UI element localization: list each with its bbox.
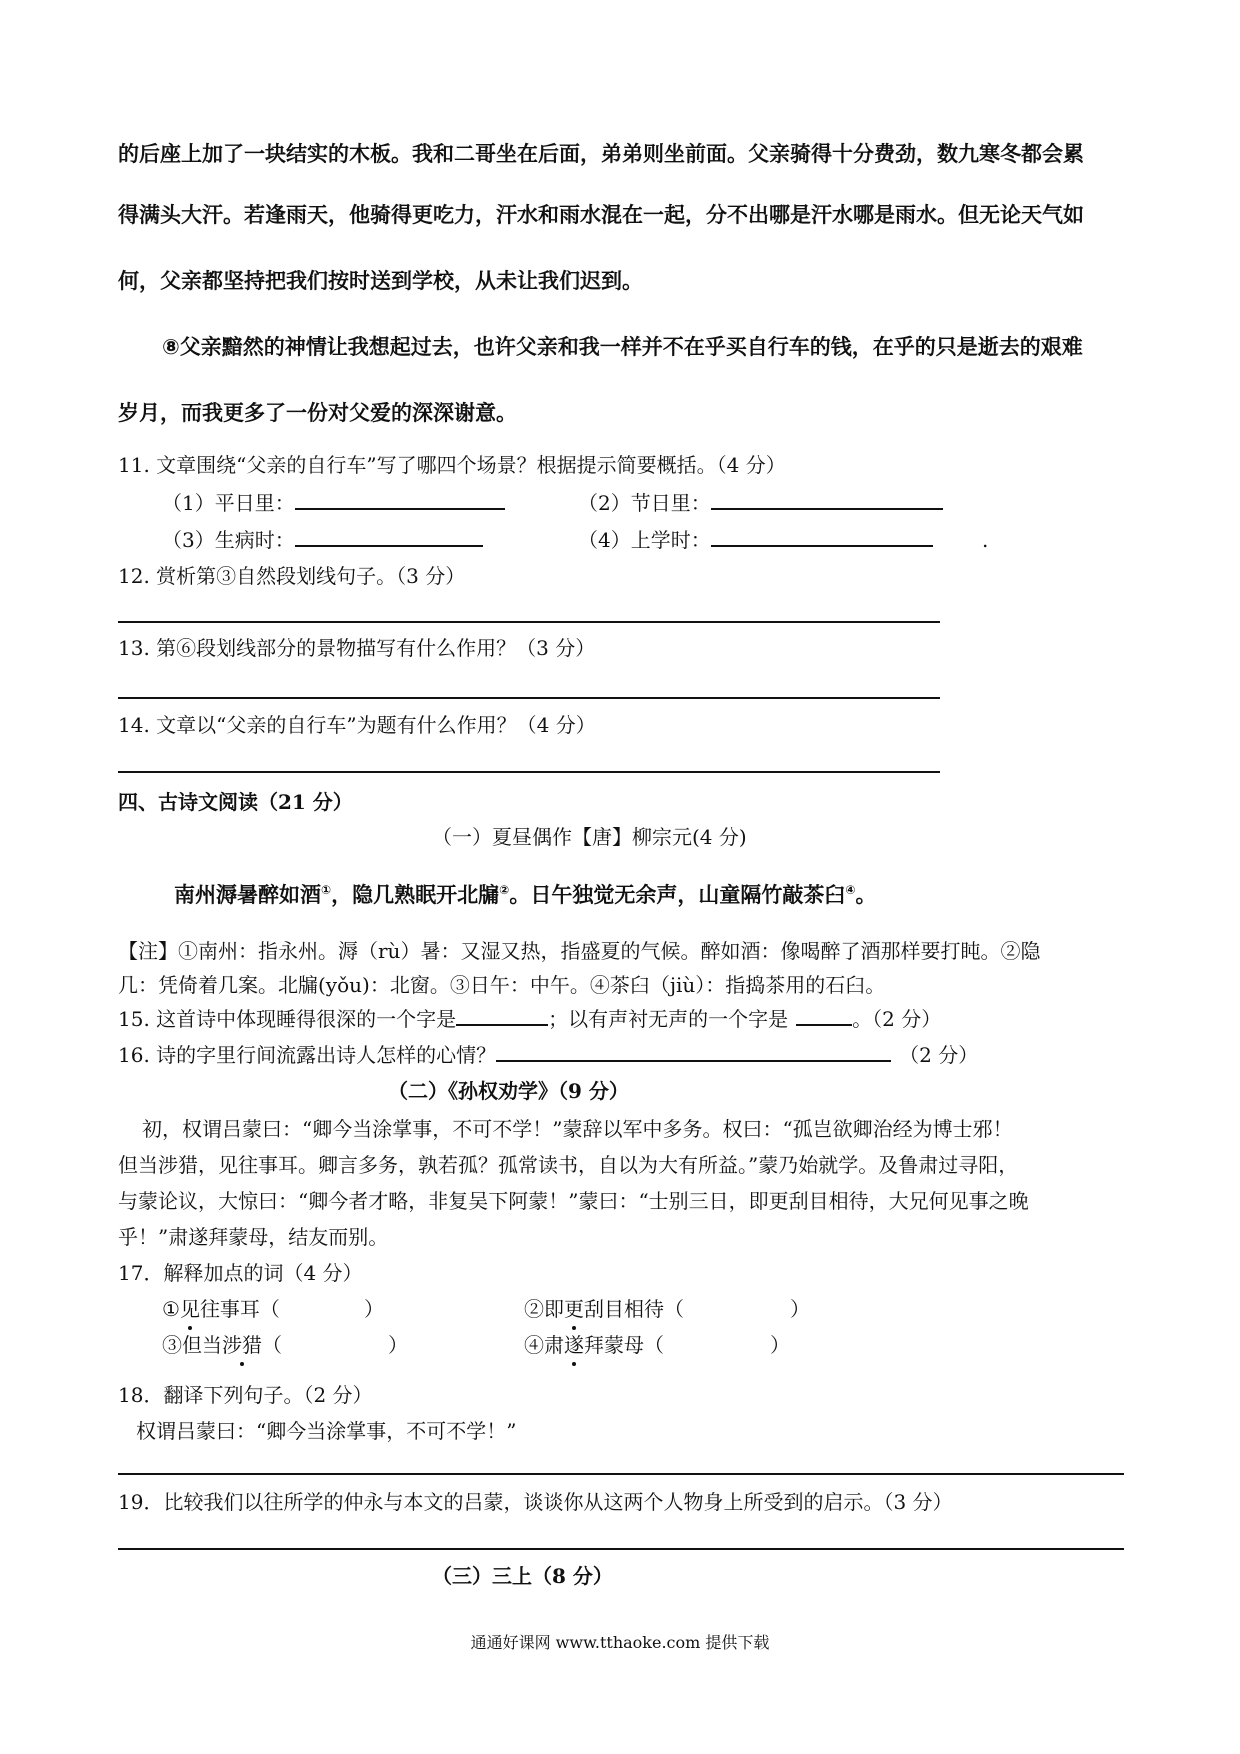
part-2-line-4: 乎！”肃遂拜蒙母，结友而别。 xyxy=(118,1225,389,1249)
passage-line-2: 得满头大汗。若逢雨天，他骑得更吃力，汗水和雨水混在一起，分不出哪是汗水哪是雨水。但无论天气如 xyxy=(118,203,1084,227)
notes-line-1: 【注】①南州：指永州。溽（rù）暑：又湿又热，指盛夏的气候。醉如酒：像喝醉了酒那样要打盹。②隐 xyxy=(118,939,1041,963)
item-4-label: （4）上学时： xyxy=(578,528,711,552)
answer-blank-1[interactable] xyxy=(295,488,505,510)
item-3-text: （ xyxy=(262,1333,282,1357)
question-19-stem: 19．比较我们以往所学的仲永与本文的吕蒙，谈谈你从这两个人物身上所受到的启示。（3 分） xyxy=(118,1490,953,1514)
part-2-line-1: 初，权谓吕蒙曰：“卿今当涂掌事，不可不学！”蒙辞以军中多务。权曰：“孤岂欲卿治经为博士邪！ xyxy=(142,1117,1013,1141)
item-3-label: （3）生病时： xyxy=(162,528,295,552)
question-18-sentence: 权谓吕蒙曰：“卿今当涂掌事，不可不学！” xyxy=(136,1419,517,1443)
dotted-word-1: 见 xyxy=(180,1294,200,1324)
dotted-word-4: 遂 xyxy=(564,1330,584,1360)
part-2-title: （二）《孙权劝学》（9 分） xyxy=(388,1079,629,1103)
question-12-stem: 12. 赏析第③自然段划线句子。（3 分） xyxy=(118,564,466,588)
item-1-label: （1）平日里： xyxy=(162,491,295,515)
stray-dot: . xyxy=(982,528,989,552)
answer-blank-3[interactable] xyxy=(295,525,483,547)
item-4-text: 拜蒙母（ xyxy=(584,1333,664,1357)
poem-text xyxy=(174,875,877,910)
passage-line-1: 的后座上加了一块结实的木板。我和二哥坐在后面，弟弟则坐前面。父亲骑得十分费劲，数九寒冬都会累 xyxy=(118,142,1084,166)
item-2-text: 刮目相待（ xyxy=(584,1297,684,1321)
question-17-item-1 xyxy=(162,1294,384,1324)
question-13-stem: 13. 第⑥段划线部分的景物描写有什么作用？（3 分） xyxy=(118,636,596,660)
item-4-prefix: ④肃 xyxy=(524,1333,564,1357)
answer-blank-4[interactable] xyxy=(711,525,933,547)
dotted-word-2: 更 xyxy=(564,1294,584,1324)
passage-line-3: 何，父亲都坚持把我们按时送到学校，从未让我们迟到。 xyxy=(118,269,643,293)
poem-part-b: ，隐几熟眠开北牖 xyxy=(331,883,500,907)
answer-line-13[interactable] xyxy=(118,697,940,699)
notes-line-2: 几：凭倚着几案。北牖(yǒu)：北窗。③日午：中午。④茶臼（jiù）：指捣茶用的石臼。 xyxy=(118,973,886,997)
question-15-part-b: ；以有声衬无声的一个字是 xyxy=(548,1007,789,1031)
item-3-close: ） xyxy=(388,1333,408,1357)
answer-line-18[interactable] xyxy=(118,1473,1124,1475)
item-2-prefix: ②即 xyxy=(524,1297,564,1321)
answer-line-19[interactable] xyxy=(118,1548,1124,1550)
question-15-part-a: 15. 这首诗中体现睡得很深的一个字是 xyxy=(118,1007,457,1031)
question-16 xyxy=(118,1040,978,1070)
note-mark-2: ② xyxy=(499,883,510,897)
poem-part-a: 南州溽暑醉如酒 xyxy=(174,883,321,907)
passage-line-4: ⑧父亲黯然的神情让我想起过去，也许父亲和我一样并不在乎买自行车的钱，在乎的只是逝去的艰难 xyxy=(162,335,1083,359)
answer-blank-15a[interactable] xyxy=(456,1004,548,1026)
answer-blank-16[interactable] xyxy=(496,1040,891,1062)
question-17-item-4 xyxy=(524,1330,790,1360)
question-17-item-2 xyxy=(524,1294,810,1324)
answer-blank-15b[interactable] xyxy=(796,1004,852,1026)
part-3-title: （三）三上（8 分） xyxy=(432,1564,613,1588)
question-16-part-b: （2 分） xyxy=(899,1043,979,1067)
answer-line-12[interactable] xyxy=(118,621,940,623)
question-11-item-1 xyxy=(162,488,505,518)
question-16-part-a: 16. 诗的字里行间流露出诗人怎样的心情？ xyxy=(118,1043,497,1067)
item-4-close: ） xyxy=(770,1333,790,1357)
question-11-item-4 xyxy=(578,525,933,555)
part-2-line-2: 但当涉猎，见往事耳。卿言多务，孰若孤？孤常读书，自以为大有所益。”蒙乃始就学。及鲁肃过寻阳， xyxy=(118,1153,1019,1177)
question-14-stem: 14. 文章以“父亲的自行车”为题有什么作用？（4 分） xyxy=(118,713,596,737)
poem-part-d: 。 xyxy=(855,883,877,907)
item-2-close: ） xyxy=(790,1297,810,1321)
note-mark-4: ④ xyxy=(845,883,856,897)
item-2-label: （2）节日里： xyxy=(578,491,711,515)
item-1-close: ） xyxy=(363,1297,384,1321)
question-11-item-2 xyxy=(578,488,943,518)
answer-blank-2[interactable] xyxy=(711,488,943,510)
question-18-stem: 18．翻译下列句子。（2 分） xyxy=(118,1383,373,1407)
poem-part-c: 。日午独觉无余声，山童隔竹敲茶臼 xyxy=(509,883,846,907)
note-mark-1: ① xyxy=(321,883,332,897)
question-17-stem: 17．解释加点的词（4 分） xyxy=(118,1261,363,1285)
question-15-part-c: 。（2 分） xyxy=(852,1007,942,1031)
item-3-prefix: ③但当 xyxy=(162,1333,222,1357)
question-11-item-3 xyxy=(162,525,483,555)
item-1-text: 往事耳（ xyxy=(199,1297,280,1321)
question-17-item-3 xyxy=(162,1330,408,1360)
part-2-line-3: 与蒙论议，大惊曰：“卿今者才略，非复吴下阿蒙！”蒙曰：“士别三日，即更刮目相待，大兄何见事之晚 xyxy=(118,1189,1029,1213)
section-4-heading: 四、古诗文阅读（21 分） xyxy=(118,790,353,814)
poem-title: （一）夏昼偶作【唐】柳宗元(4 分) xyxy=(432,825,747,849)
question-11-stem: 11. 文章围绕“父亲的自行车”写了哪四个场景？根据提示简要概括。（4 分） xyxy=(118,453,786,477)
passage-line-5: 岁月，而我更多了一份对父爱的深深谢意。 xyxy=(118,401,517,425)
item-1-prefix: ① xyxy=(162,1297,180,1321)
question-15 xyxy=(118,1004,941,1034)
page-footer: 通通好课网 www.tthaoke.com 提供下载 xyxy=(470,1633,770,1652)
answer-line-14[interactable] xyxy=(118,771,940,773)
dotted-word-3: 涉猎 xyxy=(222,1330,262,1360)
